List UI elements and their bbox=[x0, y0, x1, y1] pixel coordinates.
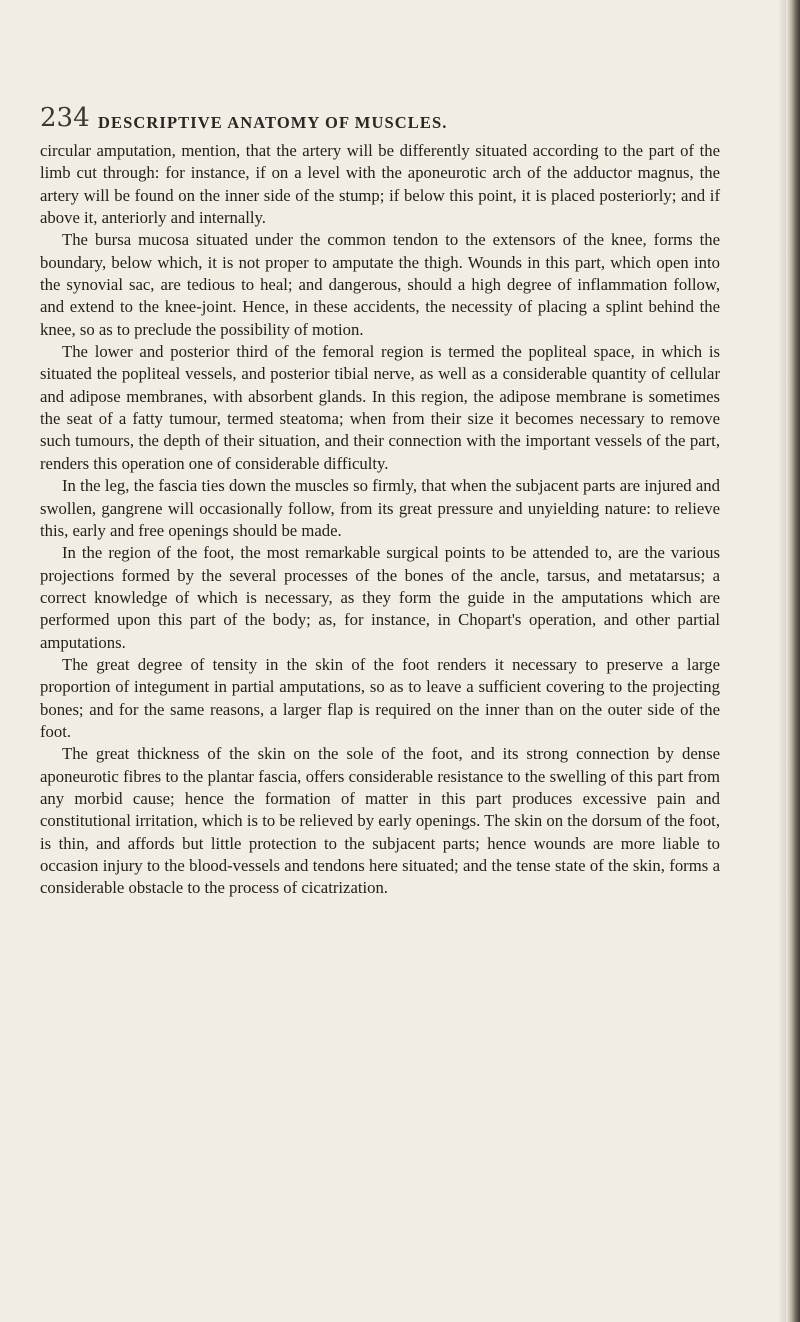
page-number: 234 bbox=[40, 103, 90, 133]
paragraph-popliteal-space: The lower and posterior third of the femoral region is termed the popliteal space, in which is situated the popliteal vessels, and posterior tibial nerve, as well as a considerable quantity of cellular and adipose membranes, with absorbent glands. In this region, the adipose membrane is sometimes the seat of a fatty tumour, termed steatoma; when from their size it becomes necessary to remove such tumours, the depth of their situation, and their connection with the important vessels of the part, renders this operation one of considerable difficulty. bbox=[40, 342, 720, 473]
paragraph-bursa-mucosa: The bursa mucosa situated under the common tendon to the extensors of the knee, forms the boundary, below which, it is not proper to amputate the thigh. Wounds in this part, which open into the synovial sac, are tedious to heal; and dangerous, should a high degree of inflammation follow, and extend to the knee-joint. Hence, in these accidents, the necessity of placing a splint behind the knee, so as to preclude the possibility of motion. bbox=[40, 230, 720, 339]
header-title: DESCRIPTIVE ANATOMY OF MUSCLES. bbox=[98, 113, 448, 132]
paragraph-continued: circular amputation, mention, that the artery will be differently situated according to the part of the limb cut through: for instance, if on a level with the aponeurotic arch of the adductor magnus, the artery will be found on the inner side of the stump; if below this point, it is placed posteriorly; and if above it, anteriorly and internally. bbox=[40, 141, 720, 228]
paragraph-skin-tensity: The great degree of tensity in the skin of the foot renders it necessary to preserve a large proportion of integument in partial amputations, so as to leave a sufficient covering to the projecting bones; and for the same reasons, a larger flap is required on the inner than on the outer side of the foot. bbox=[40, 654, 720, 741]
page-edge-shadow bbox=[778, 0, 786, 1322]
page-edge bbox=[786, 0, 800, 1322]
paragraph-sole-thickness: The great thickness of the skin on the sole of the foot, and its strong connection by dense aponeurotic fibres to the plantar fascia, offers considerable resistance to the swelling of this part from any morbid cause; hence the formation of matter in this part produces excessive pain and constitutional irritation, which is to be relieved by early openings. The skin on the dorsum of the foot, is thin, and affords but little protection to the subjacent parts; hence wounds are more liable to occasion injury to the blood-vessels and tendons here situated; and the tense state of the skin, forms a considerable obstacle to the process of cicatrization. bbox=[40, 744, 720, 898]
running-head bbox=[40, 102, 580, 136]
paragraph-foot-region: In the region of the foot, the most remarkable surgical points to be attended to, are the various projections formed by the several processes of the bones of the ancle, tarsus, and metatarsus; a correct knowledge of which is necessary, as they form the guide in the amputations which are performed upon this part of the body; as, for instance, in Chopart's operation, and other partial amputations. bbox=[40, 543, 720, 652]
body-text bbox=[40, 140, 720, 900]
paragraph-leg-fascia: In the leg, the fascia ties down the muscles so firmly, that when the subjacent parts are injured and swollen, gangrene will occasionally follow, from its great pressure and unyielding nature: to relieve this, early and free openings should be made. bbox=[40, 476, 720, 540]
